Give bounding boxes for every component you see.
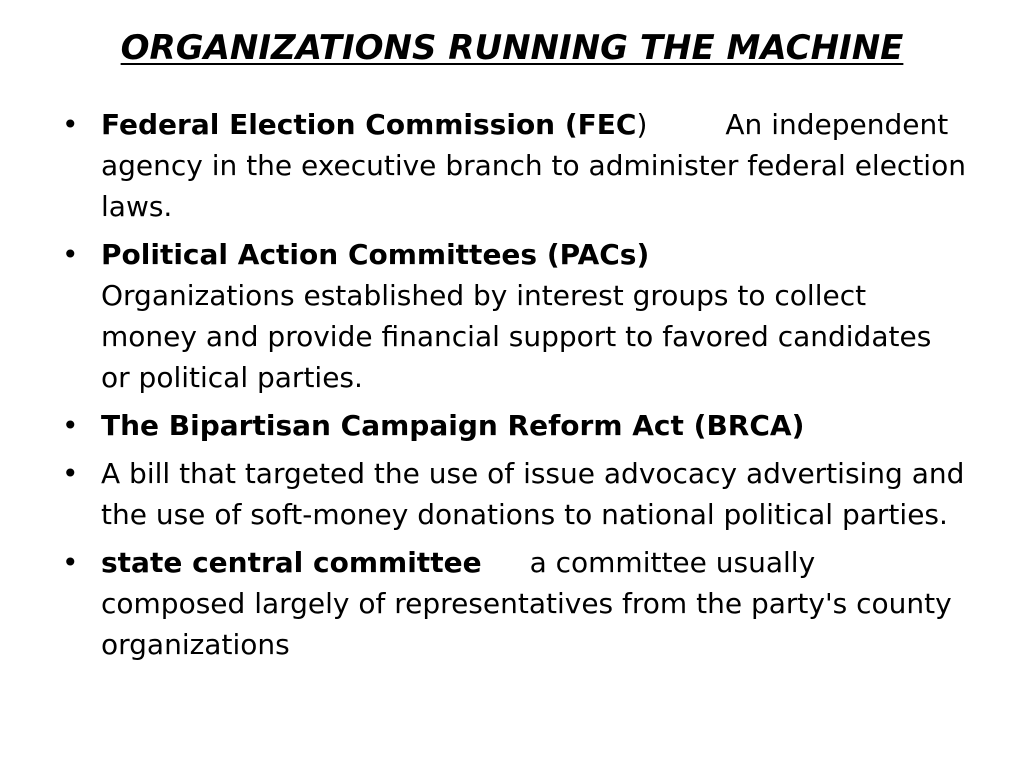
list-item-brca	[62, 405, 967, 446]
bullet-icon: •	[62, 546, 79, 579]
list-item-pacs	[62, 234, 967, 398]
bullet-icon: •	[62, 457, 79, 490]
term-state-committee: state central committee	[101, 546, 482, 579]
bullet-list	[62, 104, 967, 672]
bullet-icon: •	[62, 238, 79, 271]
bullet-icon: •	[62, 108, 79, 141]
bullet-icon: •	[62, 409, 79, 442]
list-item-state-committee	[62, 542, 967, 665]
definition-fec: An independent agency in the executive branch to administer federal election laws.	[101, 108, 966, 223]
term-fec-suffix: )	[636, 108, 648, 141]
list-item-fec	[62, 104, 967, 227]
text-bill: A bill that targeted the use of issue advocacy advertising and the use of soft-money donations to national political parties.	[101, 457, 965, 531]
term-brca: The Bipartisan Campaign Reform Act (BRCA)	[101, 409, 805, 442]
definition-state-committee: a committee usually composed largely of representatives from the party's county organizations	[101, 546, 952, 661]
definition-pacs: Organizations established by interest groups to collect money and provide financial support to favored candidates or political parties.	[101, 279, 932, 394]
slide-title: ORGANIZATIONS RUNNING THE MACHINE	[120, 28, 904, 68]
list-item-bill	[62, 453, 967, 535]
term-pacs: Political Action Committees (PACs)	[101, 238, 650, 271]
term-fec: Federal Election Commission (FEC	[101, 108, 637, 141]
